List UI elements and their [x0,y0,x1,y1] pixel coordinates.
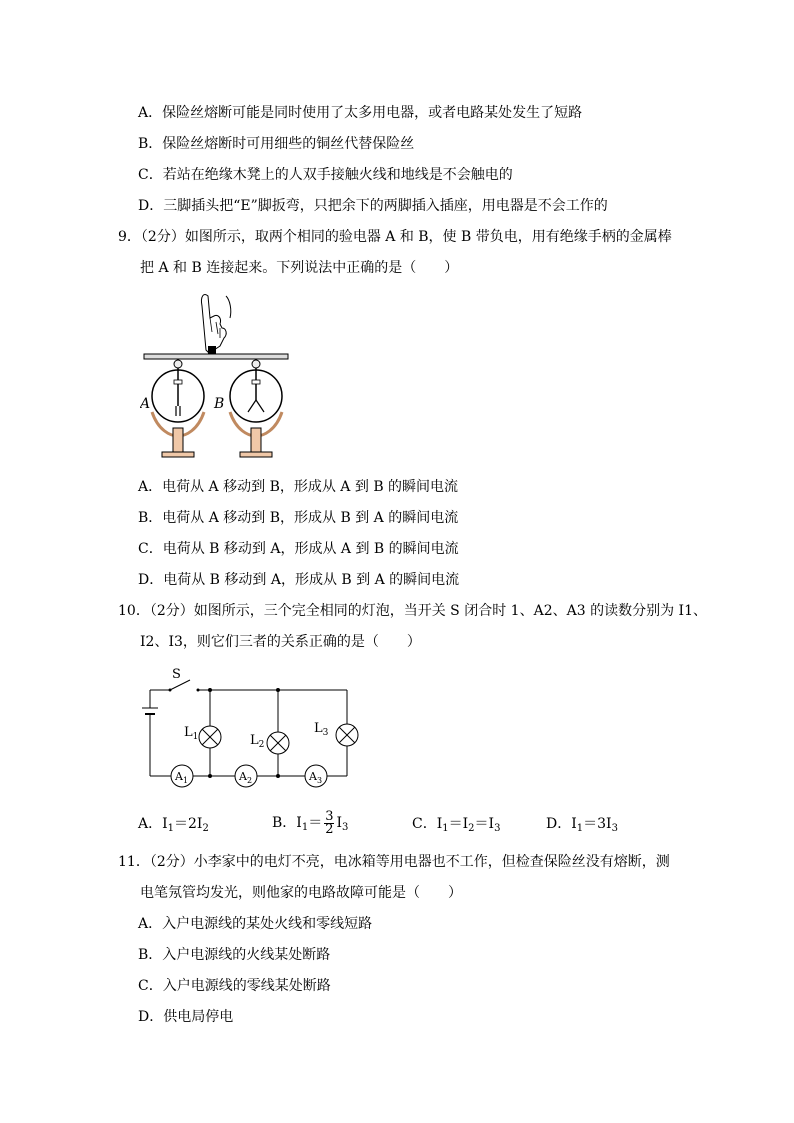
option-text: I [336,815,343,831]
q10-stem-part: I [140,634,146,650]
subscript: 3 [494,823,501,834]
ammeter-a3-label: $A_3$ [309,770,323,785]
fraction-numerator: 3 [325,808,334,824]
subscript: 1 [442,823,449,834]
q10-stem-part: 2、A [543,603,577,619]
q11-option-c: C．入户电源线的零线某处断路 [138,978,331,994]
q9-option-d: D．电荷从 B 移动到 A，形成从 B 到 A 的瞬间电流 [138,572,460,588]
q9-option-a: A．电荷从 A 移动到 B，形成从 A 到 B 的瞬间电流 [138,479,459,495]
subscript: 1 [576,823,584,834]
option-text: ＝ [308,815,323,831]
lamp-l2-label: $L_2$ [250,733,265,750]
electroscope-figure [140,288,292,466]
switch-label: S [172,667,181,682]
q10-stem-part: 3，则它们三者的关系正确的是（ ） [173,634,421,650]
q10-stem-part: 10．（2分）如图所示，三个完全相同的灯泡，当开关 S 闭合时 [118,603,511,619]
q8-option-a: A．保险丝熔断可能是同时使用了太多用电器，或者电路某处发生了短路 [138,105,583,121]
q10-option-d [546,814,618,839]
option-text: B．I [272,815,302,831]
q9-stem-line2: 把 A 和 B 连接起来。下列说法中正确的是（ ） [140,260,459,276]
q8-option-c: C．若站在绝缘木凳上的人双手接触火线和地线是不会触电的 [138,167,513,183]
q8-option-d: D．三脚插头把“E”脚扳弯，只把余下的两脚插入插座，用电器是不会工作的 [138,198,608,214]
q10-stem-part: 1、 [684,603,707,619]
option-text: ＝3I [583,816,612,832]
option-text: A．I [138,816,168,832]
q10-option-b [272,808,348,843]
q9-option-c: C．电荷从 B 移动到 A，形成从 A 到 B 的瞬间电流 [138,541,459,557]
lamp-l3-label: $L_3$ [314,721,329,738]
subscript: 2 [202,823,209,834]
subscript: 3 [342,822,349,833]
q11-option-b: B．入户电源线的火线某处断路 [138,947,331,963]
subscript: 3 [611,823,618,834]
circuit-diagram [140,664,360,794]
option-text: ＝I [448,816,469,832]
q10-stem-part: 3 的读数分别为 I [576,603,685,619]
q10-stem-part: 2、I [145,634,174,650]
electroscope-a-label: A [140,396,151,412]
fraction [324,808,334,837]
subscript: 1 [167,823,175,834]
option-text: C．I [412,816,443,832]
subscript: 1 [301,822,309,833]
option-text: ＝2I [174,816,203,832]
ammeter-a1-label: $A_1$ [175,770,189,785]
q10-option-c [412,814,500,839]
q10-stem-part: 1、A [510,603,544,619]
q10-stem-line2 [140,632,421,652]
fraction-denominator: 2 [325,821,334,837]
subscript: 2 [468,823,475,834]
q11-option-d: D．供电局停电 [138,1009,234,1025]
ammeter-a2-label: $A_2$ [239,770,253,785]
q9-stem-line1: 9．（2分）如图所示，取两个相同的验电器 A 和 B，使 B 带负电，用有绝缘手柄的金属棒 [118,229,672,245]
q9-option-b: B．电荷从 A 移动到 B，形成从 B 到 A 的瞬间电流 [138,510,459,526]
option-text: ＝I [474,816,495,832]
q11-option-a: A．入户电源线的某处火线和零线短路 [138,916,373,932]
option-text: D．I [546,816,577,832]
lamp-l1-label: $L_1$ [184,725,199,742]
q8-option-b: B．保险丝熔断时可用细些的铜丝代替保险丝 [138,136,415,152]
q11-stem-line2: 电笔氖管均发光，则他家的电路故障可能是（ ） [140,885,462,901]
q10-option-a [138,814,209,839]
q11-stem-line1: 11．（2分）小李家中的电灯不亮，电冰箱等用电器也不工作，但检查保险丝没有熔断，测 [118,854,670,870]
q10-stem-line1 [118,601,707,621]
electroscope-b-label: B [214,396,225,412]
